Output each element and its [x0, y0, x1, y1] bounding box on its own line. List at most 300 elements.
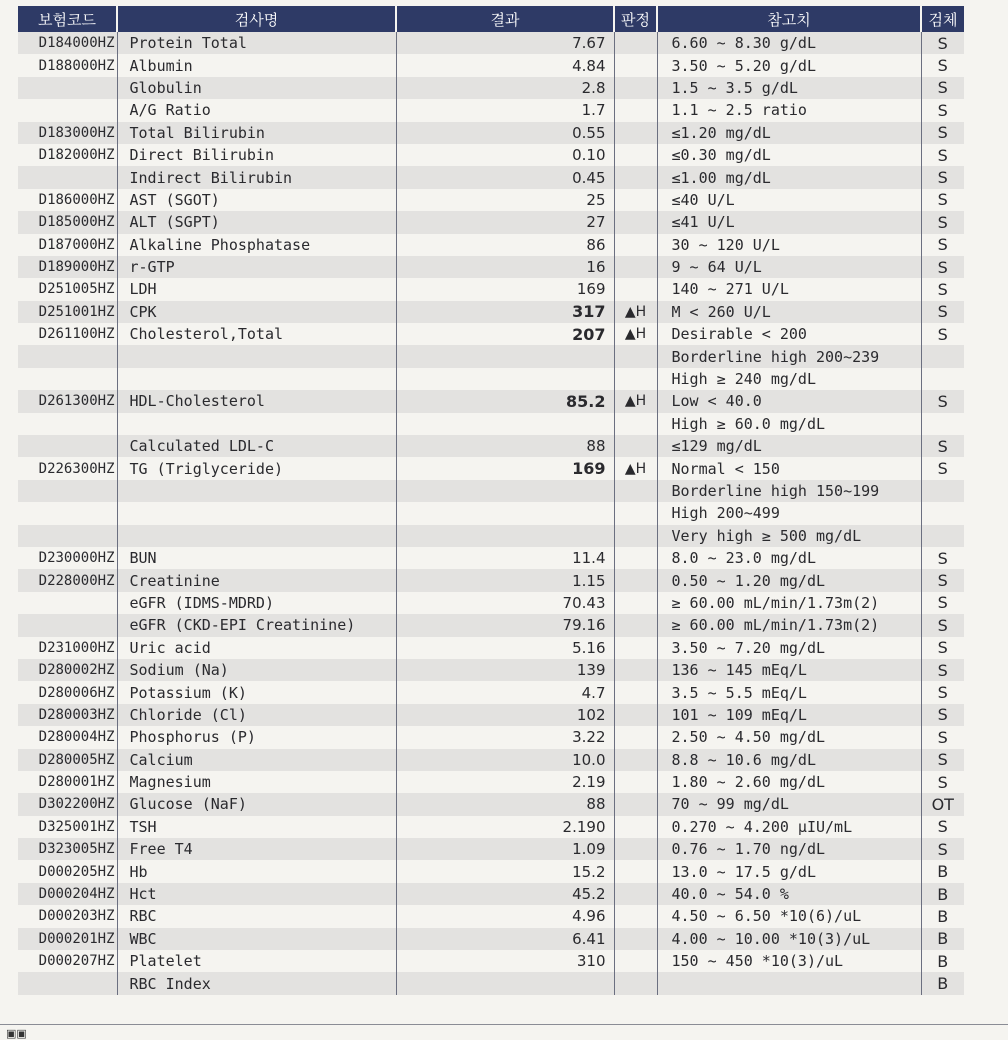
- specimen-cell: S: [921, 211, 964, 233]
- insurance-code-cell: D189000HZ: [18, 256, 117, 278]
- flag-cell: [614, 32, 657, 54]
- insurance-code-cell: D280002HZ: [18, 659, 117, 681]
- result-cell: 102: [396, 704, 614, 726]
- table-row: [18, 972, 964, 994]
- flag-cell: [614, 189, 657, 211]
- test-name-cell: Calcium: [117, 749, 396, 771]
- qr-code-icon: ▣▣: [6, 1027, 27, 1040]
- table-row: [18, 547, 964, 569]
- test-name-cell: Sodium (Na): [117, 659, 396, 681]
- flag-cell: [614, 480, 657, 502]
- flag-cell: [614, 77, 657, 99]
- insurance-code-cell: D182000HZ: [18, 144, 117, 166]
- insurance-code-cell: D185000HZ: [18, 211, 117, 233]
- column-header-result: 결과: [396, 6, 614, 32]
- test-name-cell: Creatinine: [117, 569, 396, 591]
- flag-cell: [614, 928, 657, 950]
- specimen-cell: S: [921, 189, 964, 211]
- specimen-cell: S: [921, 144, 964, 166]
- reference-range-cell: High ≥ 60.0 mg/dL: [657, 413, 921, 435]
- table-row: [18, 860, 964, 882]
- insurance-code-cell: D280001HZ: [18, 771, 117, 793]
- flag-cell: ▲H: [614, 323, 657, 345]
- test-name-cell: BUN: [117, 547, 396, 569]
- specimen-cell: S: [921, 77, 964, 99]
- test-name-cell: Total Bilirubin: [117, 122, 396, 144]
- table-row: [18, 390, 964, 412]
- reference-range-cell: 8.0 ~ 23.0 mg/dL: [657, 547, 921, 569]
- insurance-code-cell: D000205HZ: [18, 860, 117, 882]
- test-name-cell: WBC: [117, 928, 396, 950]
- flag-cell: [614, 413, 657, 435]
- reference-range-cell: 30 ~ 120 U/L: [657, 234, 921, 256]
- test-name-cell: Globulin: [117, 77, 396, 99]
- reference-range-cell: Borderline high 150~199: [657, 480, 921, 502]
- test-name-cell: [117, 345, 396, 367]
- result-cell: 2.8: [396, 77, 614, 99]
- specimen-cell: S: [921, 278, 964, 300]
- reference-range-cell: 140 ~ 271 U/L: [657, 278, 921, 300]
- flag-cell: [614, 278, 657, 300]
- flag-cell: ▲H: [614, 457, 657, 479]
- flag-cell: ▲H: [614, 301, 657, 323]
- table-row: [18, 838, 964, 860]
- table-body: [18, 32, 964, 995]
- specimen-cell: S: [921, 54, 964, 76]
- test-name-cell: [117, 368, 396, 390]
- insurance-code-cell: D184000HZ: [18, 32, 117, 54]
- reference-range-cell: Very high ≥ 500 mg/dL: [657, 525, 921, 547]
- flag-cell: ▲H: [614, 390, 657, 412]
- test-name-cell: Indirect Bilirubin: [117, 166, 396, 188]
- result-cell: [396, 502, 614, 524]
- table-row: [18, 278, 964, 300]
- result-cell: [396, 413, 614, 435]
- flag-cell: [614, 883, 657, 905]
- insurance-code-cell: [18, 166, 117, 188]
- reference-range-cell: 13.0 ~ 17.5 g/dL: [657, 860, 921, 882]
- specimen-cell: B: [921, 883, 964, 905]
- reference-range-cell: 6.60 ~ 8.30 g/dL: [657, 32, 921, 54]
- test-name-cell: Magnesium: [117, 771, 396, 793]
- result-cell: [396, 345, 614, 367]
- result-cell: 317: [396, 301, 614, 323]
- specimen-cell: B: [921, 905, 964, 927]
- test-name-cell: HDL-Cholesterol: [117, 390, 396, 412]
- reference-range-cell: 0.50 ~ 1.20 mg/dL: [657, 569, 921, 591]
- reference-range-cell: 70 ~ 99 mg/dL: [657, 793, 921, 815]
- test-name-cell: RBC: [117, 905, 396, 927]
- reference-range-cell: 3.50 ~ 7.20 mg/dL: [657, 637, 921, 659]
- result-cell: 27: [396, 211, 614, 233]
- table-row: [18, 256, 964, 278]
- result-cell: [396, 480, 614, 502]
- specimen-cell: S: [921, 234, 964, 256]
- reference-range-cell: 1.80 ~ 2.60 mg/dL: [657, 771, 921, 793]
- table-row: [18, 950, 964, 972]
- bottom-divider: [0, 1024, 1008, 1025]
- insurance-code-cell: D323005HZ: [18, 838, 117, 860]
- table-row: [18, 166, 964, 188]
- test-name-cell: TG (Triglyceride): [117, 457, 396, 479]
- insurance-code-cell: D251001HZ: [18, 301, 117, 323]
- specimen-cell: S: [921, 637, 964, 659]
- flag-cell: [614, 614, 657, 636]
- flag-cell: [614, 502, 657, 524]
- result-cell: 139: [396, 659, 614, 681]
- reference-range-cell: Normal < 150: [657, 457, 921, 479]
- reference-range-cell: 9 ~ 64 U/L: [657, 256, 921, 278]
- specimen-cell: S: [921, 726, 964, 748]
- table-row: [18, 345, 964, 367]
- table-row: [18, 883, 964, 905]
- specimen-cell: S: [921, 749, 964, 771]
- specimen-cell: S: [921, 771, 964, 793]
- table-row: [18, 928, 964, 950]
- test-name-cell: Glucose (NaF): [117, 793, 396, 815]
- reference-range-cell: High 200~499: [657, 502, 921, 524]
- lab-results-table: [18, 6, 964, 995]
- insurance-code-cell: D280005HZ: [18, 749, 117, 771]
- insurance-code-cell: [18, 368, 117, 390]
- result-cell: 6.41: [396, 928, 614, 950]
- reference-range-cell: High ≥ 240 mg/dL: [657, 368, 921, 390]
- column-header-code: 보험코드: [18, 6, 117, 32]
- test-name-cell: Phosphorus (P): [117, 726, 396, 748]
- test-name-cell: [117, 480, 396, 502]
- flag-cell: [614, 368, 657, 390]
- specimen-cell: [921, 413, 964, 435]
- specimen-cell: [921, 368, 964, 390]
- reference-range-cell: ≤129 mg/dL: [657, 435, 921, 457]
- insurance-code-cell: [18, 972, 117, 994]
- table-row: [18, 77, 964, 99]
- table-row: [18, 413, 964, 435]
- flag-cell: [614, 211, 657, 233]
- result-cell: 88: [396, 793, 614, 815]
- specimen-cell: B: [921, 972, 964, 994]
- specimen-cell: S: [921, 547, 964, 569]
- reference-range-cell: ≤40 U/L: [657, 189, 921, 211]
- result-cell: 1.09: [396, 838, 614, 860]
- test-name-cell: ALT (SGPT): [117, 211, 396, 233]
- flag-cell: [614, 435, 657, 457]
- reference-range-cell: M < 260 U/L: [657, 301, 921, 323]
- reference-range-cell: Low < 40.0: [657, 390, 921, 412]
- insurance-code-cell: D261100HZ: [18, 323, 117, 345]
- specimen-cell: S: [921, 457, 964, 479]
- flag-cell: [614, 256, 657, 278]
- specimen-cell: S: [921, 704, 964, 726]
- table-row: [18, 771, 964, 793]
- flag-cell: [614, 345, 657, 367]
- test-name-cell: Protein Total: [117, 32, 396, 54]
- specimen-cell: S: [921, 323, 964, 345]
- reference-range-cell: 136 ~ 145 mEq/L: [657, 659, 921, 681]
- flag-cell: [614, 972, 657, 994]
- test-name-cell: Platelet: [117, 950, 396, 972]
- result-cell: 4.84: [396, 54, 614, 76]
- result-cell: 2.19: [396, 771, 614, 793]
- reference-range-cell: 8.8 ~ 10.6 mg/dL: [657, 749, 921, 771]
- specimen-cell: S: [921, 32, 964, 54]
- table-row: [18, 211, 964, 233]
- test-name-cell: Hb: [117, 860, 396, 882]
- flag-cell: [614, 525, 657, 547]
- table-row: [18, 32, 964, 54]
- specimen-cell: S: [921, 256, 964, 278]
- test-name-cell: Direct Bilirubin: [117, 144, 396, 166]
- result-cell: 70.43: [396, 592, 614, 614]
- test-name-cell: Alkaline Phosphatase: [117, 234, 396, 256]
- reference-range-cell: 3.50 ~ 5.20 g/dL: [657, 54, 921, 76]
- flag-cell: [614, 793, 657, 815]
- specimen-cell: OT: [921, 793, 964, 815]
- result-cell: 0.45: [396, 166, 614, 188]
- reference-range-cell: ≥ 60.00 mL/min/1.73m(2): [657, 592, 921, 614]
- reference-range-cell: Desirable < 200: [657, 323, 921, 345]
- table-row: [18, 592, 964, 614]
- insurance-code-cell: D228000HZ: [18, 569, 117, 591]
- result-cell: 4.96: [396, 905, 614, 927]
- test-name-cell: Albumin: [117, 54, 396, 76]
- table-row: [18, 816, 964, 838]
- result-cell: 2.190: [396, 816, 614, 838]
- reference-range-cell: 1.1 ~ 2.5 ratio: [657, 99, 921, 121]
- flag-cell: [614, 950, 657, 972]
- specimen-cell: S: [921, 99, 964, 121]
- result-cell: 45.2: [396, 883, 614, 905]
- specimen-cell: S: [921, 592, 964, 614]
- specimen-cell: S: [921, 122, 964, 144]
- table-row: [18, 726, 964, 748]
- table-row: [18, 525, 964, 547]
- column-header-name: 검사명: [117, 6, 396, 32]
- insurance-code-cell: [18, 77, 117, 99]
- result-cell: 207: [396, 323, 614, 345]
- flag-cell: [614, 569, 657, 591]
- insurance-code-cell: [18, 614, 117, 636]
- test-name-cell: Hct: [117, 883, 396, 905]
- insurance-code-cell: [18, 413, 117, 435]
- reference-range-cell: 4.00 ~ 10.00 *10(3)/uL: [657, 928, 921, 950]
- flag-cell: [614, 144, 657, 166]
- table-row: [18, 793, 964, 815]
- table-row: [18, 480, 964, 502]
- flag-cell: [614, 771, 657, 793]
- test-name-cell: Chloride (Cl): [117, 704, 396, 726]
- result-cell: 11.4: [396, 547, 614, 569]
- flag-cell: [614, 704, 657, 726]
- flag-cell: [614, 234, 657, 256]
- table-row: [18, 457, 964, 479]
- result-cell: 0.55: [396, 122, 614, 144]
- insurance-code-cell: D187000HZ: [18, 234, 117, 256]
- reference-range-cell: 40.0 ~ 54.0 %: [657, 883, 921, 905]
- reference-range-cell: ≤0.30 mg/dL: [657, 144, 921, 166]
- result-cell: 5.16: [396, 637, 614, 659]
- test-name-cell: AST (SGOT): [117, 189, 396, 211]
- insurance-code-cell: D280003HZ: [18, 704, 117, 726]
- reference-range-cell: 2.50 ~ 4.50 mg/dL: [657, 726, 921, 748]
- table-header-row: [18, 6, 964, 32]
- result-cell: 1.7: [396, 99, 614, 121]
- result-cell: 310: [396, 950, 614, 972]
- reference-range-cell: [657, 972, 921, 994]
- test-name-cell: eGFR (CKD-EPI Creatinine): [117, 614, 396, 636]
- result-cell: 7.67: [396, 32, 614, 54]
- test-name-cell: [117, 413, 396, 435]
- insurance-code-cell: [18, 525, 117, 547]
- reference-range-cell: ≤1.20 mg/dL: [657, 122, 921, 144]
- test-name-cell: [117, 525, 396, 547]
- result-cell: 86: [396, 234, 614, 256]
- flag-cell: [614, 726, 657, 748]
- insurance-code-cell: D231000HZ: [18, 637, 117, 659]
- flag-cell: [614, 749, 657, 771]
- insurance-code-cell: D280006HZ: [18, 681, 117, 703]
- table-row: [18, 122, 964, 144]
- insurance-code-cell: D000201HZ: [18, 928, 117, 950]
- flag-cell: [614, 860, 657, 882]
- insurance-code-cell: [18, 345, 117, 367]
- table-row: [18, 189, 964, 211]
- result-cell: 3.22: [396, 726, 614, 748]
- insurance-code-cell: [18, 99, 117, 121]
- flag-cell: [614, 547, 657, 569]
- table-row: [18, 569, 964, 591]
- flag-cell: [614, 816, 657, 838]
- result-cell: 1.15: [396, 569, 614, 591]
- result-cell: 88: [396, 435, 614, 457]
- insurance-code-cell: D230000HZ: [18, 547, 117, 569]
- specimen-cell: S: [921, 681, 964, 703]
- flag-cell: [614, 122, 657, 144]
- result-cell: 15.2: [396, 860, 614, 882]
- flag-cell: [614, 659, 657, 681]
- reference-range-cell: ≤41 U/L: [657, 211, 921, 233]
- specimen-cell: S: [921, 614, 964, 636]
- specimen-cell: S: [921, 301, 964, 323]
- insurance-code-cell: D183000HZ: [18, 122, 117, 144]
- table-row: [18, 905, 964, 927]
- column-header-reference: 참고치: [657, 6, 921, 32]
- result-cell: 85.2: [396, 390, 614, 412]
- insurance-code-cell: D000207HZ: [18, 950, 117, 972]
- table-row: [18, 614, 964, 636]
- insurance-code-cell: D000204HZ: [18, 883, 117, 905]
- table-row: [18, 301, 964, 323]
- test-name-cell: Calculated LDL-C: [117, 435, 396, 457]
- insurance-code-cell: [18, 592, 117, 614]
- insurance-code-cell: D302200HZ: [18, 793, 117, 815]
- column-header-specimen: 검체: [921, 6, 964, 32]
- specimen-cell: S: [921, 659, 964, 681]
- result-cell: 25: [396, 189, 614, 211]
- table-row: [18, 144, 964, 166]
- specimen-cell: S: [921, 816, 964, 838]
- test-name-cell: eGFR (IDMS-MDRD): [117, 592, 396, 614]
- insurance-code-cell: D186000HZ: [18, 189, 117, 211]
- insurance-code-cell: D000203HZ: [18, 905, 117, 927]
- table-row: [18, 368, 964, 390]
- table-row: [18, 502, 964, 524]
- reference-range-cell: 150 ~ 450 *10(3)/uL: [657, 950, 921, 972]
- reference-range-cell: Borderline high 200~239: [657, 345, 921, 367]
- flag-cell: [614, 166, 657, 188]
- table-row: [18, 659, 964, 681]
- specimen-cell: [921, 480, 964, 502]
- table-row: [18, 323, 964, 345]
- table-row: [18, 234, 964, 256]
- flag-cell: [614, 54, 657, 76]
- reference-range-cell: 4.50 ~ 6.50 *10(6)/uL: [657, 905, 921, 927]
- specimen-cell: S: [921, 838, 964, 860]
- specimen-cell: [921, 345, 964, 367]
- reference-range-cell: ≥ 60.00 mL/min/1.73m(2): [657, 614, 921, 636]
- result-cell: [396, 368, 614, 390]
- test-name-cell: CPK: [117, 301, 396, 323]
- result-cell: 0.10: [396, 144, 614, 166]
- specimen-cell: B: [921, 928, 964, 950]
- table-row: [18, 681, 964, 703]
- specimen-cell: B: [921, 860, 964, 882]
- table-row: [18, 54, 964, 76]
- result-cell: 169: [396, 457, 614, 479]
- result-cell: 79.16: [396, 614, 614, 636]
- specimen-cell: B: [921, 950, 964, 972]
- insurance-code-cell: D188000HZ: [18, 54, 117, 76]
- flag-cell: [614, 637, 657, 659]
- flag-cell: [614, 592, 657, 614]
- result-cell: 4.7: [396, 681, 614, 703]
- table-row: [18, 704, 964, 726]
- result-cell: [396, 972, 614, 994]
- test-name-cell: [117, 502, 396, 524]
- reference-range-cell: 0.270 ~ 4.200 μIU/mL: [657, 816, 921, 838]
- flag-cell: [614, 905, 657, 927]
- test-name-cell: TSH: [117, 816, 396, 838]
- result-cell: 169: [396, 278, 614, 300]
- insurance-code-cell: [18, 480, 117, 502]
- test-name-cell: r-GTP: [117, 256, 396, 278]
- result-cell: [396, 525, 614, 547]
- reference-range-cell: 3.5 ~ 5.5 mEq/L: [657, 681, 921, 703]
- flag-cell: [614, 99, 657, 121]
- test-name-cell: Uric acid: [117, 637, 396, 659]
- insurance-code-cell: D251005HZ: [18, 278, 117, 300]
- table-row: [18, 637, 964, 659]
- table-row: [18, 749, 964, 771]
- insurance-code-cell: [18, 502, 117, 524]
- specimen-cell: S: [921, 390, 964, 412]
- test-name-cell: RBC Index: [117, 972, 396, 994]
- insurance-code-cell: D226300HZ: [18, 457, 117, 479]
- test-name-cell: A/G Ratio: [117, 99, 396, 121]
- table-row: [18, 435, 964, 457]
- reference-range-cell: ≤1.00 mg/dL: [657, 166, 921, 188]
- test-name-cell: Free T4: [117, 838, 396, 860]
- specimen-cell: S: [921, 569, 964, 591]
- insurance-code-cell: D280004HZ: [18, 726, 117, 748]
- test-name-cell: Potassium (K): [117, 681, 396, 703]
- specimen-cell: S: [921, 435, 964, 457]
- table-row: [18, 99, 964, 121]
- specimen-cell: [921, 502, 964, 524]
- result-cell: 16: [396, 256, 614, 278]
- flag-cell: [614, 838, 657, 860]
- specimen-cell: [921, 525, 964, 547]
